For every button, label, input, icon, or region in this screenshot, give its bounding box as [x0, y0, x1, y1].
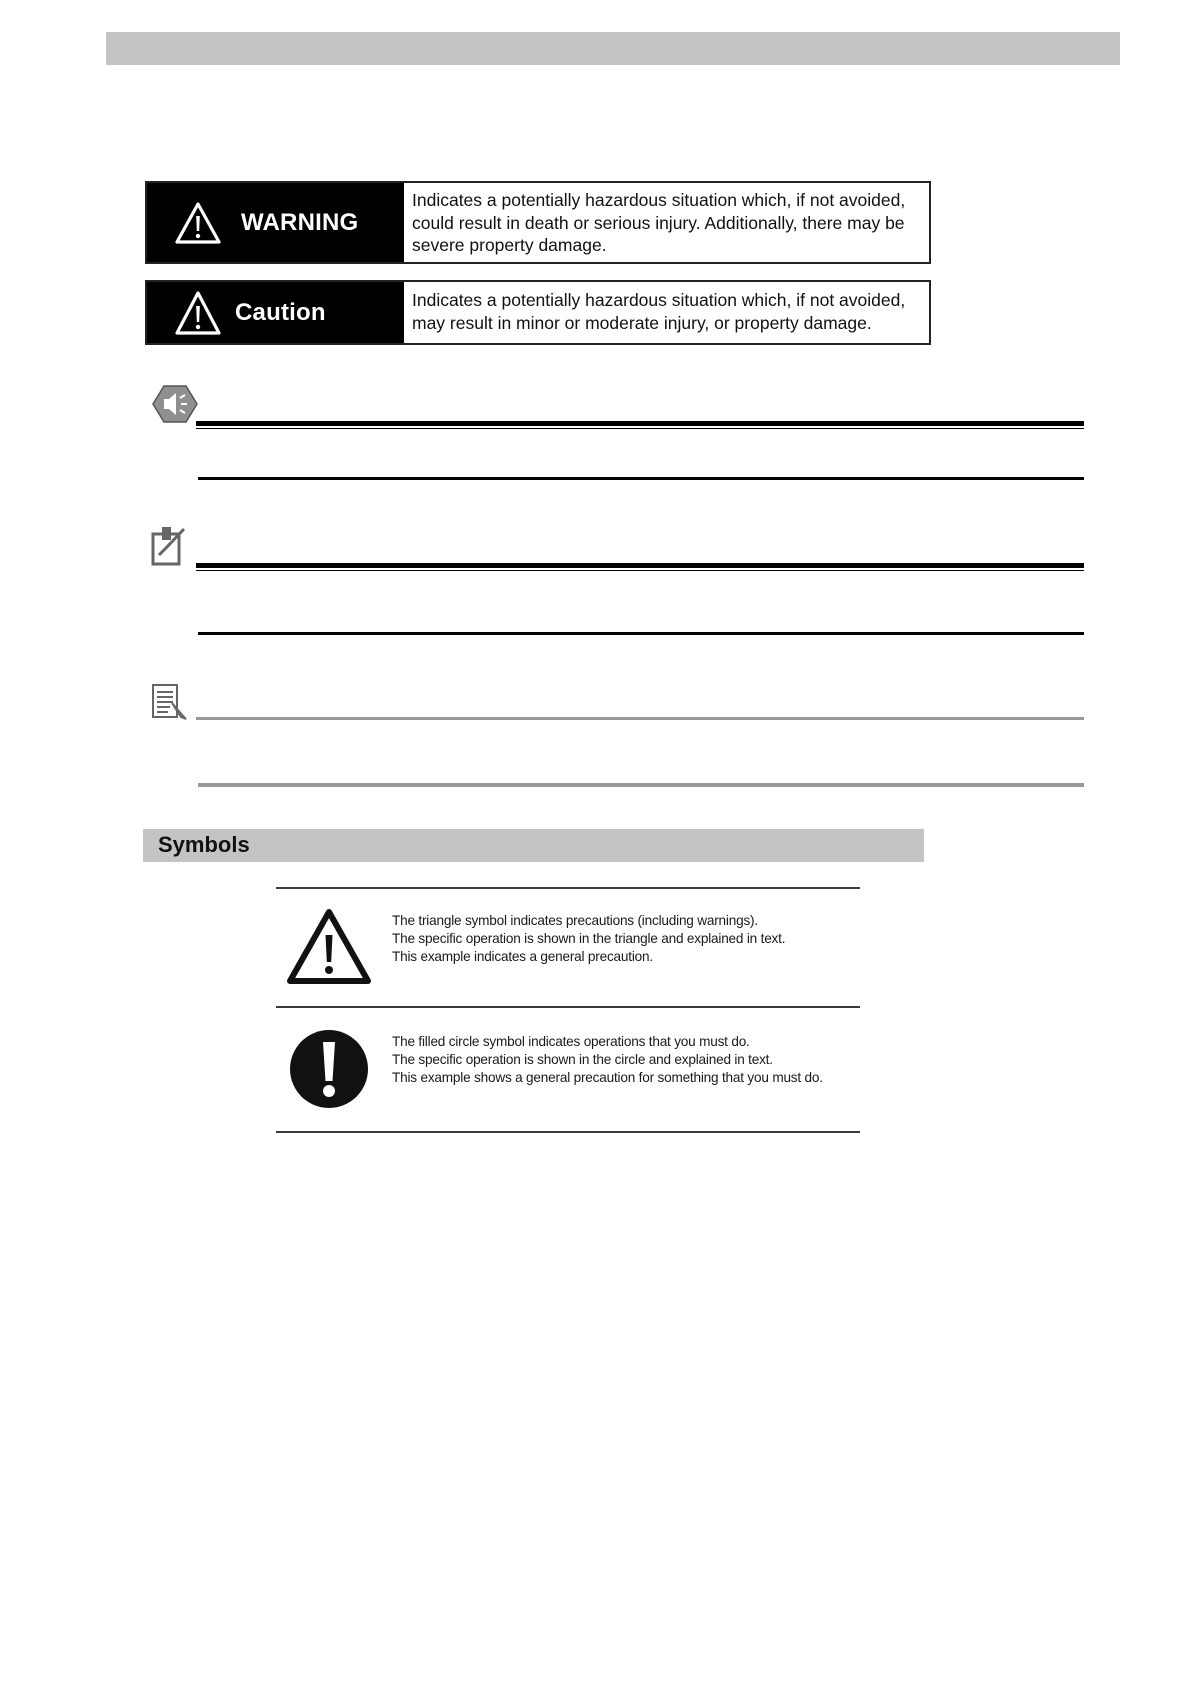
- exclamation-circle-icon: [289, 1029, 369, 1109]
- notice1-bottom-rule: [198, 477, 1084, 480]
- symbols-section-bar: [143, 829, 924, 862]
- warning-triangle-icon: [286, 908, 372, 986]
- symbols-line: This example shows a general precaution for something that you must do.: [392, 1070, 823, 1085]
- symbols-row-circle-text: [392, 1033, 823, 1087]
- page-header-bar: [106, 32, 1120, 65]
- symbols-line: The filled circle symbol indicates operations that you must do.: [392, 1034, 750, 1049]
- notice3-top-rule: [196, 717, 1084, 720]
- warning-description: Indicates a potentially hazardous situation which, if not avoided, could result in death or serious injury. Additionally, there may be severe property damage.: [412, 190, 906, 255]
- symbols-table-middle-rule: [276, 1006, 860, 1008]
- caution-label-block: [147, 282, 404, 343]
- caution-box: [145, 280, 931, 345]
- symbols-row-triangle-text: [392, 912, 785, 966]
- symbols-line: The triangle symbol indicates precautions (including warnings).: [392, 913, 758, 928]
- notice3-bottom-rule: [198, 783, 1084, 787]
- warning-triangle-icon: [175, 201, 221, 245]
- notice2-bottom-rule: [198, 632, 1084, 635]
- caution-label: Caution: [235, 298, 326, 326]
- notice1-top-rule-thin: [196, 428, 1084, 429]
- caution-description: Indicates a potentially hazardous situation which, if not avoided, may result in minor or moderate injury, or property damage.: [412, 290, 906, 333]
- precautions-checkmark-icon: [150, 525, 190, 567]
- notice1-top-rule: [196, 421, 1084, 426]
- symbols-line: The specific operation is shown in the triangle and explained in text.: [392, 931, 786, 946]
- symbols-table-bottom-rule: [276, 1131, 860, 1133]
- symbols-line: This example indicates a general precaution.: [392, 949, 653, 964]
- notice2-top-rule: [196, 563, 1084, 568]
- warning-triangle-icon: [175, 290, 221, 336]
- symbols-title: Symbols: [158, 832, 250, 857]
- speaker-hexagon-icon: [152, 384, 198, 424]
- warning-box: [145, 181, 931, 264]
- warning-label-block: [147, 183, 404, 262]
- notes-document-icon: [150, 683, 190, 721]
- symbols-table-top-rule: [276, 887, 860, 889]
- symbols-line: The specific operation is shown in the circle and explained in text.: [392, 1052, 773, 1067]
- notice2-top-rule-thin: [196, 570, 1084, 571]
- warning-label: WARNING: [241, 208, 359, 236]
